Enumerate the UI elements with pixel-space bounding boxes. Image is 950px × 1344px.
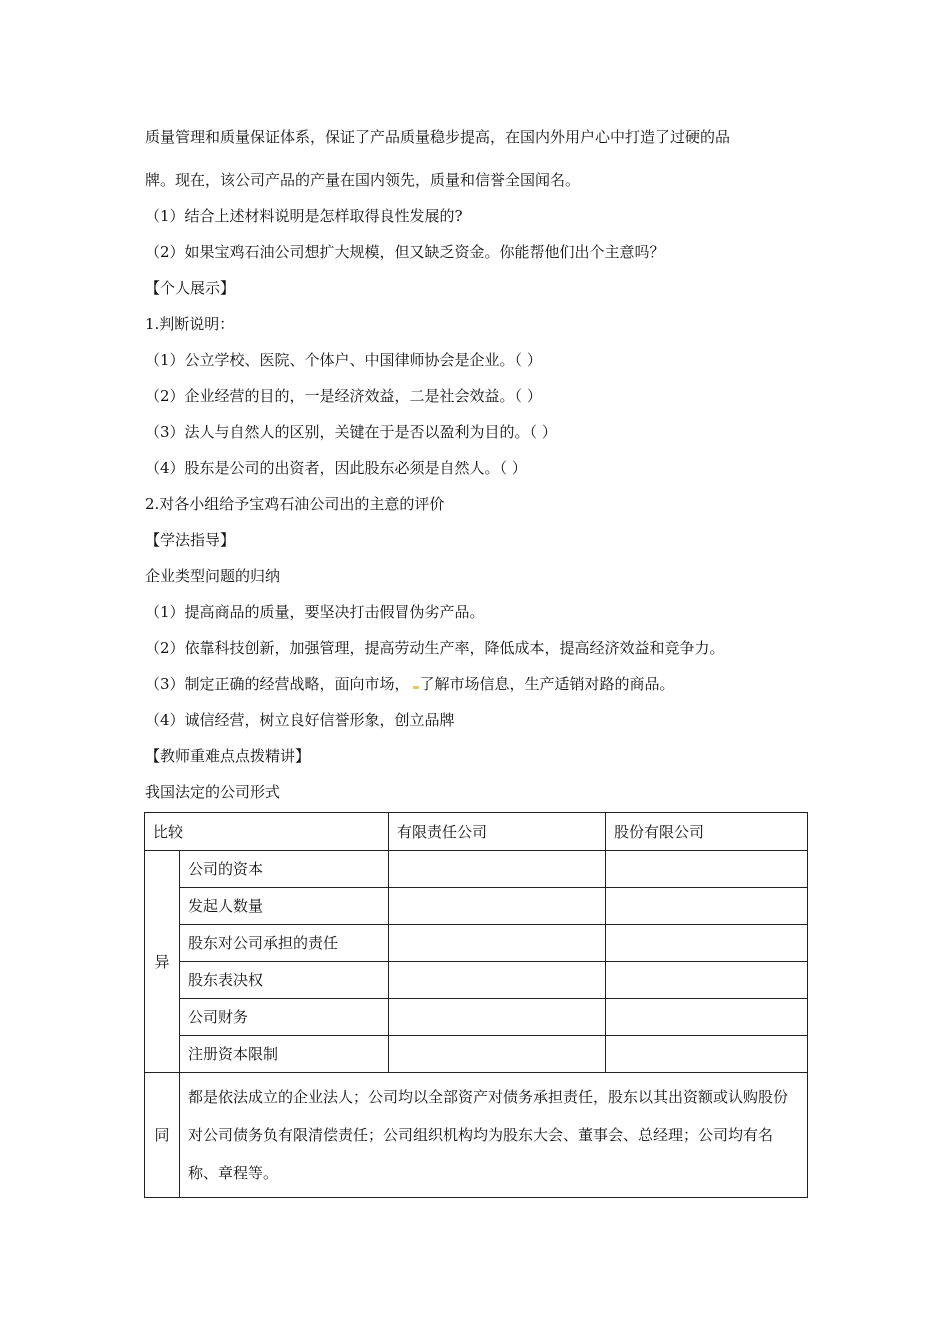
diff-label: 异 xyxy=(145,851,180,1073)
table-row xyxy=(145,925,808,962)
same-text xyxy=(180,1073,808,1198)
row-label: 发起人数量 xyxy=(180,888,389,925)
personal-heading: 【个人展示】 xyxy=(145,279,236,297)
same-text-part: 责任，股东以其出资额或认购股份对公司债务负有限清偿责任；公司组织机构均为股东大会、董事会、总经理；公司均有名称、章程等。 xyxy=(188,1088,789,1182)
table-row-same xyxy=(145,1073,808,1198)
row-label: 股东对公司承担的责任 xyxy=(180,925,389,962)
header-joint-stock: 股份有限公司 xyxy=(606,813,808,851)
header-llc: 有限责任公司 xyxy=(389,813,606,851)
empty-cell xyxy=(389,925,606,962)
evaluation-line: 2.对各小组给予宝鸡石油公司出的主意的评价 xyxy=(145,495,445,513)
table-row xyxy=(145,999,808,1036)
empty-cell xyxy=(389,999,606,1036)
method-item: （1）提高商品的质量，要坚决打击假冒伪劣产品。 xyxy=(145,603,485,621)
empty-cell xyxy=(389,1036,606,1073)
table-row xyxy=(145,1036,808,1073)
table-row xyxy=(145,888,808,925)
judge-item: （1）公立学校、医院、个体户、中国律师协会是企业。（ ） xyxy=(145,351,542,369)
empty-cell xyxy=(606,888,808,925)
method-item-part: 了解市场信息，生产适销对路的商品。 xyxy=(419,675,675,693)
header-compare: 比较 xyxy=(145,813,389,851)
teacher-heading: 【教师重难点点拨精讲】 xyxy=(145,747,311,765)
judge-item: （3）法人与自然人的区别，关键在于是否以盈利为目的。（ ） xyxy=(145,423,557,441)
empty-cell xyxy=(606,962,808,999)
empty-cell xyxy=(389,962,606,999)
empty-cell xyxy=(389,888,606,925)
method-heading: 【学法指导】 xyxy=(145,531,236,549)
same-label: 同 xyxy=(145,1073,180,1198)
highlight-mark xyxy=(413,686,419,689)
same-text-part: 都是依法成立的企业法人；公司均以全部资产对债务承担 xyxy=(188,1088,564,1106)
method-subtitle: 企业类型问题的归纳 xyxy=(145,567,281,585)
method-item xyxy=(145,674,675,694)
table-row xyxy=(145,962,808,999)
judge-item: （4）股东是公司的出资者，因此股东必须是自然人。（ ） xyxy=(145,459,527,477)
empty-cell xyxy=(606,1036,808,1073)
judge-title: 1.判断说明： xyxy=(145,315,235,333)
row-label: 股东表决权 xyxy=(180,962,389,999)
empty-cell xyxy=(389,851,606,888)
table-header-row xyxy=(145,813,808,851)
row-label: 注册资本限制 xyxy=(180,1036,389,1073)
question-1: （1）结合上述材料说明是怎样取得良性发展的? xyxy=(145,207,463,225)
intro-line-2: 牌。现在，该公司产品的产量在国内领先，质量和信誉全国闻名。 xyxy=(145,171,581,189)
row-label: 公司财务 xyxy=(180,999,389,1036)
table-row xyxy=(145,851,808,888)
judge-item: （2）企业经营的目的，一是经济效益，二是社会效益。（ ） xyxy=(145,387,542,405)
question-2: （2）如果宝鸡石油公司想扩大规模，但又缺乏资金。你能帮他们出个主意吗？ xyxy=(145,243,665,261)
method-item-part: （3）制定正确的经营战略，面向市场， xyxy=(145,675,410,693)
empty-cell xyxy=(606,851,808,888)
company-comparison-table xyxy=(144,812,808,1198)
row-label: 公司的资本 xyxy=(180,851,389,888)
method-item: （4）诚信经营，树立良好信誉形象，创立品牌 xyxy=(145,711,455,729)
teacher-subtitle: 我国法定的公司形式 xyxy=(145,783,281,801)
intro-line-1: 质量管理和质量保证体系，保证了产品质量稳步提高，在国内外用户心中打造了过硬的品 xyxy=(145,128,731,146)
empty-cell xyxy=(606,999,808,1036)
empty-cell xyxy=(606,925,808,962)
method-item: （2）依靠科技创新，加强管理，提高劳动生产率，降低成本，提高经济效益和竞争力。 xyxy=(145,639,725,657)
